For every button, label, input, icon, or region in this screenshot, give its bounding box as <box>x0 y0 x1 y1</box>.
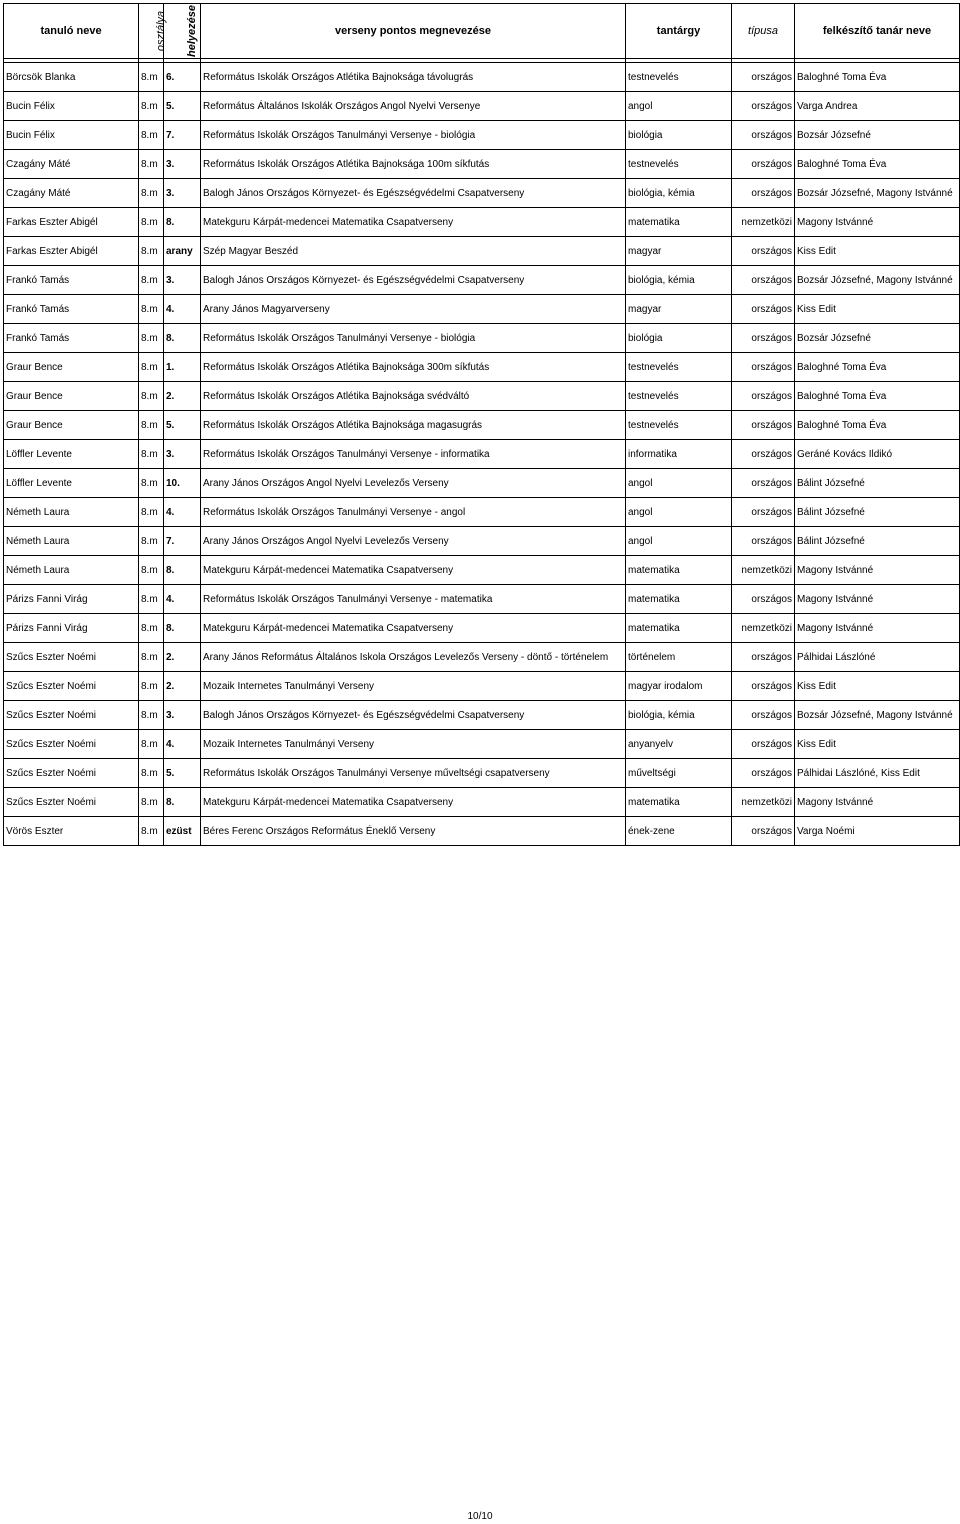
student-name-cell: Párizs Fanni Virág <box>4 614 139 643</box>
subject-cell: testnevelés <box>626 150 732 179</box>
student-name-cell: Szűcs Eszter Noémi <box>4 643 139 672</box>
subject-cell: ének-zene <box>626 817 732 846</box>
competition-cell: Mozaik Internetes Tanulmányi Verseny <box>201 672 626 701</box>
placement-cell: 3. <box>164 701 201 730</box>
subject-cell: magyar <box>626 295 732 324</box>
class-cell: 8.m <box>139 295 164 324</box>
table-row <box>4 324 960 353</box>
header-place-label: helyezése <box>185 5 198 57</box>
competition-cell: Balogh János Országos Környezet- és Egészségvédelmi Csapatverseny <box>201 701 626 730</box>
class-cell: 8.m <box>139 730 164 759</box>
teacher-cell: Baloghné Toma Éva <box>795 411 960 440</box>
subject-cell: biológia <box>626 324 732 353</box>
teacher-cell: Bálint Józsefné <box>795 469 960 498</box>
subject-cell: matematika <box>626 208 732 237</box>
student-name-cell: Löffler Levente <box>4 440 139 469</box>
table-row <box>4 556 960 585</box>
page-number: 10/10 <box>467 1511 493 1522</box>
placement-cell: arany <box>164 237 201 266</box>
placement-cell: 8. <box>164 324 201 353</box>
table-row <box>4 730 960 759</box>
placement-cell: 7. <box>164 527 201 556</box>
competition-cell: Református Iskolák Országos Tanulmányi Versenye - informatika <box>201 440 626 469</box>
placement-cell: 2. <box>164 672 201 701</box>
teacher-cell: Bálint Józsefné <box>795 498 960 527</box>
placement-cell: 8. <box>164 556 201 585</box>
class-cell: 8.m <box>139 585 164 614</box>
class-cell: 8.m <box>139 237 164 266</box>
placement-cell: 3. <box>164 179 201 208</box>
type-cell: országos <box>732 266 795 295</box>
placement-cell: 7. <box>164 121 201 150</box>
header-class-label: osztálya <box>155 10 168 52</box>
placement-cell: 5. <box>164 411 201 440</box>
class-cell: 8.m <box>139 63 164 92</box>
table-row <box>4 295 960 324</box>
teacher-cell: Baloghné Toma Éva <box>795 63 960 92</box>
competition-cell: Református Iskolák Országos Atlétika Bajnoksága magasugrás <box>201 411 626 440</box>
teacher-cell: Varga Andrea <box>795 92 960 121</box>
competition-cell: Református Iskolák Országos Tanulmányi Versenye - biológia <box>201 324 626 353</box>
student-name-cell: Frankó Tamás <box>4 266 139 295</box>
student-name-cell: Szűcs Eszter Noémi <box>4 672 139 701</box>
type-cell: országos <box>732 63 795 92</box>
student-name-cell: Németh Laura <box>4 527 139 556</box>
type-cell: országos <box>732 411 795 440</box>
teacher-cell: Magony Istvánné <box>795 614 960 643</box>
teacher-cell: Pálhidai Lászlóné, Kiss Edit <box>795 759 960 788</box>
table-row <box>4 382 960 411</box>
teacher-cell: Magony Istvánné <box>795 788 960 817</box>
type-cell: országos <box>732 469 795 498</box>
teacher-cell: Kiss Edit <box>795 672 960 701</box>
type-cell: nemzetközi <box>732 788 795 817</box>
teacher-cell: Baloghné Toma Éva <box>795 382 960 411</box>
class-cell: 8.m <box>139 788 164 817</box>
teacher-cell: Geráné Kovács Ildikó <box>795 440 960 469</box>
teacher-cell: Pálhidai Lászlóné <box>795 643 960 672</box>
class-cell: 8.m <box>139 527 164 556</box>
teacher-cell: Bozsár Józsefné, Magony Istvánné <box>795 266 960 295</box>
subject-cell: informatika <box>626 440 732 469</box>
type-cell: országos <box>732 730 795 759</box>
competition-cell: Református Általános Iskolák Országos Angol Nyelvi Versenye <box>201 92 626 121</box>
placement-cell: 5. <box>164 92 201 121</box>
placement-cell: 8. <box>164 208 201 237</box>
placement-cell: 3. <box>164 150 201 179</box>
table-row <box>4 759 960 788</box>
teacher-cell: Magony Istvánné <box>795 556 960 585</box>
class-cell: 8.m <box>139 92 164 121</box>
student-name-cell: Szűcs Eszter Noémi <box>4 730 139 759</box>
student-name-cell: Vörös Eszter <box>4 817 139 846</box>
competition-cell: Béres Ferenc Országos Református Éneklő Verseny <box>201 817 626 846</box>
placement-cell: 4. <box>164 498 201 527</box>
table-row <box>4 701 960 730</box>
class-cell: 8.m <box>139 614 164 643</box>
subject-cell: angol <box>626 498 732 527</box>
subject-cell: anyanyelv <box>626 730 732 759</box>
table-row <box>4 411 960 440</box>
student-name-cell: Németh Laura <box>4 498 139 527</box>
placement-cell: 8. <box>164 788 201 817</box>
student-name-cell: Frankó Tamás <box>4 324 139 353</box>
type-cell: országos <box>732 179 795 208</box>
class-cell: 8.m <box>139 469 164 498</box>
teacher-cell: Bozsár Józsefné <box>795 121 960 150</box>
class-cell: 8.m <box>139 817 164 846</box>
class-cell: 8.m <box>139 382 164 411</box>
table-row <box>4 150 960 179</box>
teacher-cell: Baloghné Toma Éva <box>795 353 960 382</box>
student-name-cell: Németh Laura <box>4 556 139 585</box>
class-cell: 8.m <box>139 353 164 382</box>
class-cell: 8.m <box>139 701 164 730</box>
table-header <box>4 4 960 59</box>
type-cell: nemzetközi <box>732 208 795 237</box>
subject-cell: matematika <box>626 585 732 614</box>
type-cell: országos <box>732 237 795 266</box>
type-cell: országos <box>732 498 795 527</box>
teacher-cell: Bozsár Józsefné, Magony Istvánné <box>795 701 960 730</box>
class-cell: 8.m <box>139 150 164 179</box>
subject-cell: testnevelés <box>626 63 732 92</box>
competition-cell: Református Iskolák Országos Tanulmányi Versenye - biológia <box>201 121 626 150</box>
type-cell: országos <box>732 759 795 788</box>
placement-cell: 10. <box>164 469 201 498</box>
subject-cell: magyar <box>626 237 732 266</box>
subject-cell: testnevelés <box>626 353 732 382</box>
class-cell: 8.m <box>139 498 164 527</box>
type-cell: nemzetközi <box>732 614 795 643</box>
subject-cell: angol <box>626 92 732 121</box>
type-cell: országos <box>732 643 795 672</box>
teacher-cell: Varga Noémi <box>795 817 960 846</box>
table-body <box>4 59 960 846</box>
type-cell: országos <box>732 672 795 701</box>
type-cell: országos <box>732 92 795 121</box>
placement-cell: 2. <box>164 643 201 672</box>
student-name-cell: Börcsök Blanka <box>4 63 139 92</box>
header-row <box>4 4 960 59</box>
type-cell: országos <box>732 353 795 382</box>
table-row <box>4 237 960 266</box>
placement-cell: ezüst <box>164 817 201 846</box>
table-row <box>4 585 960 614</box>
competition-cell: Mozaik Internetes Tanulmányi Verseny <box>201 730 626 759</box>
student-name-cell: Szűcs Eszter Noémi <box>4 759 139 788</box>
competition-cell: Arany János Magyarverseny <box>201 295 626 324</box>
class-cell: 8.m <box>139 556 164 585</box>
student-name-cell: Czagány Máté <box>4 150 139 179</box>
subject-cell: angol <box>626 527 732 556</box>
subject-cell: műveltségi <box>626 759 732 788</box>
subject-cell: testnevelés <box>626 382 732 411</box>
student-name-cell: Farkas Eszter Abigél <box>4 208 139 237</box>
competition-cell: Református Iskolák Országos Tanulmányi Versenye - angol <box>201 498 626 527</box>
student-name-cell: Szűcs Eszter Noémi <box>4 788 139 817</box>
table-row <box>4 643 960 672</box>
type-cell: országos <box>732 527 795 556</box>
placement-cell: 3. <box>164 440 201 469</box>
teacher-cell: Kiss Edit <box>795 295 960 324</box>
type-cell: országos <box>732 324 795 353</box>
type-cell: országos <box>732 440 795 469</box>
class-cell: 8.m <box>139 121 164 150</box>
subject-cell: matematika <box>626 556 732 585</box>
class-cell: 8.m <box>139 672 164 701</box>
competition-cell: Református Iskolák Országos Atlétika Bajnoksága svédváltó <box>201 382 626 411</box>
student-name-cell: Czagány Máté <box>4 179 139 208</box>
table-row <box>4 498 960 527</box>
competition-cell: Református Iskolák Országos Atlétika Bajnoksága távolugrás <box>201 63 626 92</box>
table-row <box>4 817 960 846</box>
table-row <box>4 179 960 208</box>
class-cell: 8.m <box>139 324 164 353</box>
teacher-cell: Baloghné Toma Éva <box>795 150 960 179</box>
class-cell: 8.m <box>139 411 164 440</box>
placement-cell: 8. <box>164 614 201 643</box>
competition-cell: Arany János Országos Angol Nyelvi Levelezős Verseny <box>201 469 626 498</box>
table-row <box>4 672 960 701</box>
type-cell: országos <box>732 382 795 411</box>
type-cell: országos <box>732 121 795 150</box>
class-cell: 8.m <box>139 759 164 788</box>
student-name-cell: Bucin Félix <box>4 121 139 150</box>
type-cell: országos <box>732 150 795 179</box>
class-cell: 8.m <box>139 179 164 208</box>
table-row <box>4 788 960 817</box>
teacher-cell: Kiss Edit <box>795 237 960 266</box>
table-row <box>4 63 960 92</box>
type-cell: országos <box>732 295 795 324</box>
type-cell: nemzetközi <box>732 556 795 585</box>
class-cell: 8.m <box>139 643 164 672</box>
student-name-cell: Löffler Levente <box>4 469 139 498</box>
header-teacher: felkészítő tanár neve <box>795 4 960 59</box>
teacher-cell: Bozsár Józsefné, Magony Istvánné <box>795 179 960 208</box>
results-table <box>3 3 960 846</box>
class-cell: 8.m <box>139 208 164 237</box>
type-cell: országos <box>732 585 795 614</box>
header-type: típusa <box>732 4 795 59</box>
table-row <box>4 614 960 643</box>
competition-cell: Szép Magyar Beszéd <box>201 237 626 266</box>
student-name-cell: Párizs Fanni Virág <box>4 585 139 614</box>
subject-cell: biológia, kémia <box>626 701 732 730</box>
table-row <box>4 208 960 237</box>
subject-cell: magyar irodalom <box>626 672 732 701</box>
table-row <box>4 353 960 382</box>
table-row <box>4 92 960 121</box>
subject-cell: biológia, kémia <box>626 179 732 208</box>
student-name-cell: Szűcs Eszter Noémi <box>4 701 139 730</box>
competition-cell: Matekguru Kárpát-medencei Matematika Csapatverseny <box>201 788 626 817</box>
competition-cell: Református Iskolák Országos Tanulmányi Versenye műveltségi csapatverseny <box>201 759 626 788</box>
competition-cell: Református Iskolák Országos Atlétika Bajnoksága 300m síkfutás <box>201 353 626 382</box>
teacher-cell: Magony Istvánné <box>795 585 960 614</box>
table-row <box>4 266 960 295</box>
teacher-cell: Kiss Edit <box>795 730 960 759</box>
class-cell: 8.m <box>139 266 164 295</box>
table-row <box>4 527 960 556</box>
header-place <box>164 4 201 59</box>
type-cell: országos <box>732 701 795 730</box>
subject-cell: matematika <box>626 788 732 817</box>
placement-cell: 4. <box>164 295 201 324</box>
competition-cell: Arany János Országos Angol Nyelvi Levelezős Verseny <box>201 527 626 556</box>
teacher-cell: Magony Istvánné <box>795 208 960 237</box>
placement-cell: 4. <box>164 585 201 614</box>
student-name-cell: Frankó Tamás <box>4 295 139 324</box>
header-student: tanuló neve <box>4 4 139 59</box>
header-subject: tantárgy <box>626 4 732 59</box>
placement-cell: 1. <box>164 353 201 382</box>
competition-cell: Református Iskolák Országos Tanulmányi Versenye - matematika <box>201 585 626 614</box>
subject-cell: testnevelés <box>626 411 732 440</box>
competition-cell: Balogh János Országos Környezet- és Egészségvédelmi Csapatverseny <box>201 266 626 295</box>
competition-cell: Református Iskolák Országos Atlétika Bajnoksága 100m síkfutás <box>201 150 626 179</box>
table-row <box>4 469 960 498</box>
competition-cell: Arany János Református Általános Iskola Országos Levelezős Verseny - döntő - történelem <box>201 643 626 672</box>
placement-cell: 6. <box>164 63 201 92</box>
competition-cell: Matekguru Kárpát-medencei Matematika Csapatverseny <box>201 208 626 237</box>
placement-cell: 2. <box>164 382 201 411</box>
student-name-cell: Graur Bence <box>4 411 139 440</box>
teacher-cell: Bozsár Józsefné <box>795 324 960 353</box>
teacher-cell: Bálint Józsefné <box>795 527 960 556</box>
table-row <box>4 440 960 469</box>
header-competition: verseny pontos megnevezése <box>201 4 626 59</box>
subject-cell: biológia <box>626 121 732 150</box>
placement-cell: 4. <box>164 730 201 759</box>
class-cell: 8.m <box>139 440 164 469</box>
table-row <box>4 121 960 150</box>
student-name-cell: Graur Bence <box>4 382 139 411</box>
competition-cell: Matekguru Kárpát-medencei Matematika Csapatverseny <box>201 556 626 585</box>
header-class <box>139 4 168 59</box>
competition-cell: Matekguru Kárpát-medencei Matematika Csapatverseny <box>201 614 626 643</box>
placement-cell: 5. <box>164 759 201 788</box>
student-name-cell: Graur Bence <box>4 353 139 382</box>
subject-cell: angol <box>626 469 732 498</box>
competition-cell: Balogh János Országos Környezet- és Egészségvédelmi Csapatverseny <box>201 179 626 208</box>
type-cell: országos <box>732 817 795 846</box>
subject-cell: biológia, kémia <box>626 266 732 295</box>
subject-cell: történelem <box>626 643 732 672</box>
student-name-cell: Bucin Félix <box>4 92 139 121</box>
subject-cell: matematika <box>626 614 732 643</box>
placement-cell: 3. <box>164 266 201 295</box>
student-name-cell: Farkas Eszter Abigél <box>4 237 139 266</box>
